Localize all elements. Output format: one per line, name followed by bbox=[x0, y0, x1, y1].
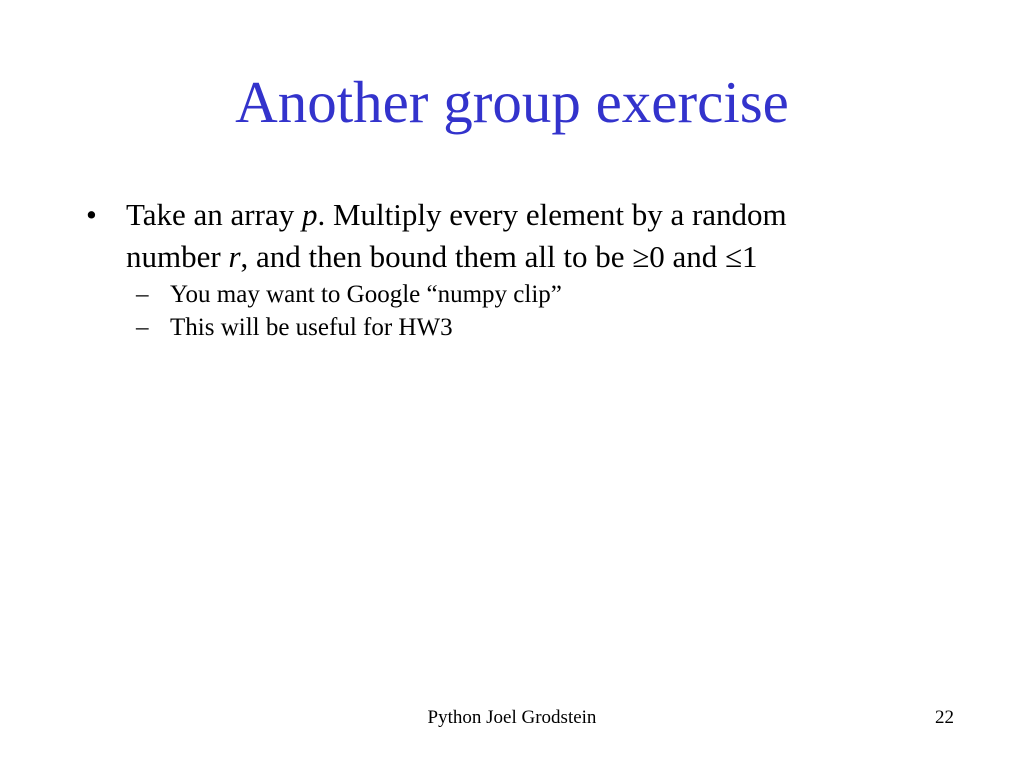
sub-bullet-text: You may want to Google “numpy clip” bbox=[170, 281, 562, 308]
bullet-text-segment: . Multiply every element by a random bbox=[317, 197, 787, 232]
bullet-text-segment: , and then bound them all to be ≥0 and ≤1 bbox=[240, 239, 758, 274]
dash-marker: – bbox=[136, 281, 149, 308]
variable-p: p bbox=[301, 197, 318, 232]
bullet-marker: • bbox=[86, 197, 97, 232]
bullet-text-segment: number bbox=[126, 239, 229, 274]
sub-bullet-text: This will be useful for HW3 bbox=[170, 314, 453, 341]
page-number: 22 bbox=[935, 707, 954, 728]
bullet-line-2 bbox=[126, 236, 966, 278]
slide-title: Another group exercise bbox=[235, 69, 789, 135]
footer-text: Python Joel Grodstein bbox=[427, 707, 597, 728]
bullet-text-segment: Take an array bbox=[126, 197, 302, 232]
dash-marker: – bbox=[136, 314, 149, 341]
sub-bullet-item bbox=[136, 278, 966, 311]
slide-body bbox=[86, 194, 966, 344]
variable-r: r bbox=[228, 239, 241, 274]
bullet-line-1 bbox=[126, 194, 966, 236]
bullet-item bbox=[86, 194, 966, 278]
sub-bullet-list bbox=[136, 278, 966, 344]
sub-bullet-item bbox=[136, 311, 966, 344]
